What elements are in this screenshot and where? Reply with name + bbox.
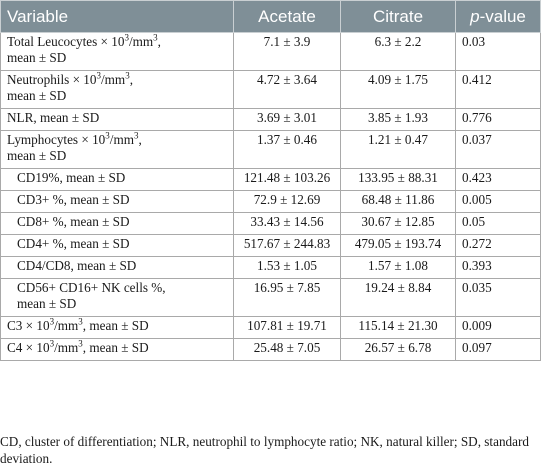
table-row — [1, 191, 541, 213]
unit-text: /mm — [109, 132, 134, 147]
citrate-cell: 68.48 ± 11.86 — [341, 191, 456, 213]
exponent: 3 — [133, 130, 139, 141]
header-p-suffix: -value — [479, 6, 526, 26]
acetate-cell: 7.1 ± 3.9 — [234, 33, 341, 71]
citrate-cell: 479.05 ± 193.74 — [341, 235, 456, 257]
exponent: 3 — [124, 32, 129, 43]
variable-cell — [1, 33, 234, 71]
p-value-cell: 0.009 — [456, 317, 541, 339]
exponent: 3 — [78, 338, 83, 349]
table-row — [1, 109, 541, 131]
variable-text: Neutrophils × 10 — [7, 72, 97, 87]
variable-stat: mean ± SD — [7, 148, 67, 163]
table-footnote: CD, cluster of differentiation; NLR, neutrophil to lymphocyte ratio; NK, natural killer; SD, standard deviation. — [0, 434, 529, 466]
acetate-cell: 16.95 ± 7.85 — [234, 279, 341, 317]
table-row — [1, 235, 541, 257]
citrate-cell: 1.57 ± 1.08 — [341, 257, 456, 279]
citrate-cell: 133.95 ± 88.31 — [341, 169, 456, 191]
variable-tail: , mean ± SD — [82, 318, 149, 333]
table-row — [1, 213, 541, 235]
variable-stat: mean ± SD — [17, 296, 77, 311]
p-value-cell: 0.423 — [456, 169, 541, 191]
exponent: 3 — [125, 70, 130, 81]
variable-cell — [1, 317, 234, 339]
table-row — [1, 339, 541, 361]
p-value-cell: 0.097 — [456, 339, 541, 361]
citrate-cell: 115.14 ± 21.30 — [341, 317, 456, 339]
variable-tail: , — [157, 34, 161, 49]
header-acetate: Acetate — [234, 1, 341, 33]
acetate-cell: 1.53 ± 1.05 — [234, 257, 341, 279]
p-value-cell: 0.03 — [456, 33, 541, 71]
variable-cell: NLR, mean ± SD — [1, 109, 234, 131]
unit-text: /mm — [128, 34, 154, 49]
variable-cell — [1, 279, 234, 317]
variable-cell: CD4/CD8, mean ± SD — [1, 257, 234, 279]
header-variable: Variable — [1, 1, 234, 33]
variable-cell — [1, 71, 234, 109]
header-p-italic: p — [470, 6, 480, 26]
unit-text: /mm — [54, 340, 79, 355]
p-value-cell: 0.272 — [456, 235, 541, 257]
unit-text: /mm — [101, 72, 126, 87]
citrate-cell: 1.21 ± 0.47 — [341, 131, 456, 169]
citrate-cell: 6.3 ± 2.2 — [341, 33, 456, 71]
variable-cell: CD3+ %, mean ± SD — [1, 191, 234, 213]
acetate-cell: 1.37 ± 0.46 — [234, 131, 341, 169]
table-row — [1, 279, 541, 317]
table-row — [1, 317, 541, 339]
variable-stat: mean ± SD — [7, 50, 67, 65]
variable-stat: mean ± SD — [7, 88, 67, 103]
variable-text: CD56+ CD16+ NK cells %, — [17, 280, 166, 295]
acetate-cell: 121.48 ± 103.26 — [234, 169, 341, 191]
exponent: 3 — [105, 130, 110, 141]
variable-text: C4 × 10 — [7, 340, 50, 355]
variable-tail: , mean ± SD — [82, 340, 149, 355]
exponent: 3 — [153, 32, 158, 43]
p-value-cell: 0.035 — [456, 279, 541, 317]
table-row — [1, 33, 541, 71]
citrate-cell: 26.57 ± 6.78 — [341, 339, 456, 361]
unit-text: /mm — [54, 318, 79, 333]
exponent: 3 — [78, 316, 83, 327]
variable-text: Total Leucocytes × 10 — [7, 34, 125, 49]
citrate-cell: 19.24 ± 8.84 — [341, 279, 456, 317]
table-header — [1, 1, 541, 33]
acetate-cell: 33.43 ± 14.56 — [234, 213, 341, 235]
variable-tail: , — [129, 72, 133, 87]
header-citrate: Citrate — [341, 1, 456, 33]
p-value-cell: 0.776 — [456, 109, 541, 131]
acetate-cell: 517.67 ± 244.83 — [234, 235, 341, 257]
acetate-cell: 3.69 ± 3.01 — [234, 109, 341, 131]
variable-cell: CD19%, mean ± SD — [1, 169, 234, 191]
p-value-cell: 0.037 — [456, 131, 541, 169]
variable-cell: CD4+ %, mean ± SD — [1, 235, 234, 257]
table-row — [1, 169, 541, 191]
p-value-cell: 0.05 — [456, 213, 541, 235]
exponent: 3 — [49, 338, 55, 349]
variable-cell: CD8+ %, mean ± SD — [1, 213, 234, 235]
citrate-cell: 4.09 ± 1.75 — [341, 71, 456, 109]
exponent: 3 — [49, 316, 55, 327]
table-row — [1, 257, 541, 279]
variable-text: C3 × 10 — [7, 318, 50, 333]
variable-cell — [1, 339, 234, 361]
acetate-cell: 107.81 ± 19.71 — [234, 317, 341, 339]
p-value-cell: 0.005 — [456, 191, 541, 213]
p-value-cell: 0.393 — [456, 257, 541, 279]
acetate-cell: 72.9 ± 12.69 — [234, 191, 341, 213]
variable-tail: , — [138, 132, 142, 147]
acetate-cell: 25.48 ± 7.05 — [234, 339, 341, 361]
citrate-cell: 30.67 ± 12.85 — [341, 213, 456, 235]
table-row — [1, 131, 541, 169]
table-body — [1, 33, 541, 361]
acetate-cell: 4.72 ± 3.64 — [234, 71, 341, 109]
header-p-value — [456, 1, 541, 33]
table-row — [1, 71, 541, 109]
citrate-cell: 3.85 ± 1.93 — [341, 109, 456, 131]
variable-text: Lymphocytes × 10 — [7, 132, 106, 147]
exponent: 3 — [96, 70, 101, 81]
p-value-cell: 0.412 — [456, 71, 541, 109]
variable-cell — [1, 131, 234, 169]
